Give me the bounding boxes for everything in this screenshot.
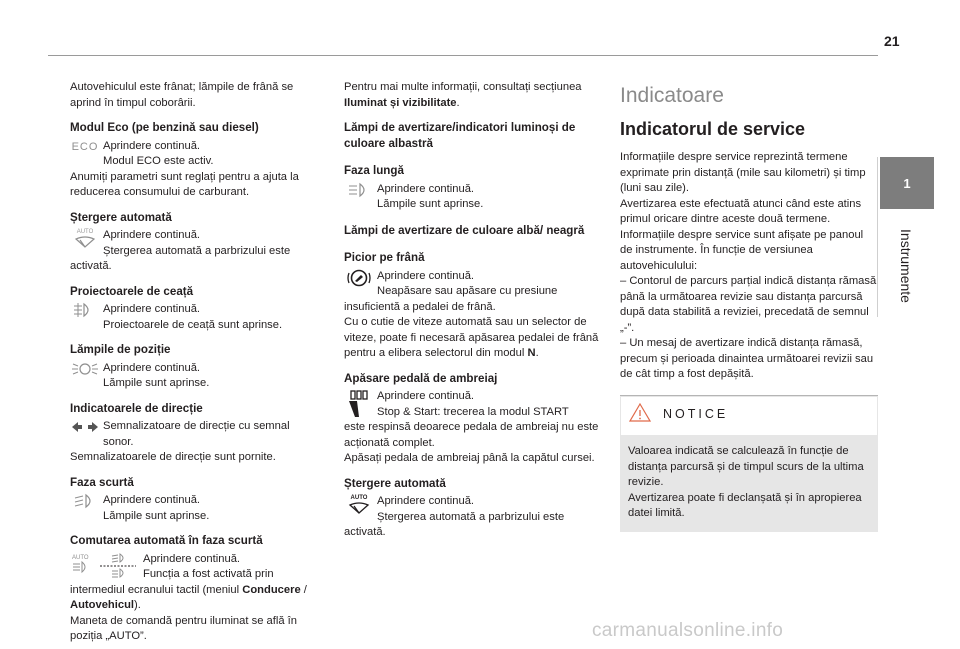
wiper2-item: AUTO Aprindere continuă. Ștergerea automată a parbrizului este activată. — [344, 495, 565, 538]
chapter-tab[interactable] — [880, 157, 934, 209]
chapter-number: 1 — [903, 175, 911, 191]
column-middle — [344, 80, 600, 543]
auto-beam-icon — [70, 552, 140, 580]
wiper-item: AUTO Aprindere continuă. Ștergerea automată a parbrizului este activată. — [70, 229, 291, 272]
autobeam-heading: Comutarea automată în faza scurtă — [70, 534, 263, 547]
fog-item: Aprindere continuă. Proiectoarele de ceață sunt aprinse. — [70, 302, 320, 333]
notice-header — [620, 396, 878, 437]
intro-text: Autovehiculul este frânat; lămpile de frână se aprind în timpul coborârii. — [70, 81, 294, 109]
service-p2: Avertizarea este efectuată atunci când este atins primul oricare dintre aceste două termene. — [620, 197, 862, 225]
menu-autovehicul: Autovehicul — [70, 599, 135, 611]
notice-body — [620, 436, 878, 532]
subsection-title: Indicatorul de service — [620, 119, 806, 139]
lowbeam-item: Aprindere continuă. Lămpile sunt aprinse. — [70, 493, 320, 524]
auto-wiper-icon: AUTO — [70, 228, 100, 244]
chapter-label: Instrumente — [898, 229, 914, 303]
wiper2-heading: Ștergere automată — [344, 476, 446, 490]
blue-lamps-heading: Lămpi de avertizare/indicatori luminoși de culoare albastră — [344, 121, 576, 150]
column-right — [620, 80, 878, 532]
position-heading: Lămpile de poziție — [70, 343, 171, 356]
warning-triangle-icon — [629, 403, 651, 428]
fog-heading: Proiectoarele de ceață — [70, 284, 194, 298]
foot-on-brake-icon — [344, 269, 374, 285]
notice-p2: Avertizarea poate fi declanșată și în apropierea datei limită. — [628, 491, 862, 519]
clutch-pedal-icon — [344, 389, 374, 419]
page-number: 21 — [884, 33, 900, 49]
lowbeam-heading: Faza scurtă — [70, 475, 134, 489]
white-lamps-heading: Lămpi de avertizare de culoare albă/ neagră — [344, 223, 585, 237]
service-p1: Informațiile despre service reprezintă termene exprimate prin distanță (mile sau kilometri) și timp (luni sau zile). — [620, 151, 866, 194]
low-beam-icon — [70, 493, 100, 509]
reference-text: Pentru mai multe informații, consultați secțiunea Iluminat și vizibilitate. — [344, 81, 582, 109]
eco-heading: Modul Eco (pe benzină sau diesel) — [70, 121, 259, 134]
highbeam-heading: Faza lungă — [344, 164, 404, 177]
notice-title: NOTICE — [663, 407, 729, 421]
highbeam-item: Aprindere continuă. Lămpile sunt aprinse. — [344, 182, 600, 213]
autobeam-item: AUTO Aprindere continuă. Funcția a fost activată prin intermediul ecranului tactil (meniul Conducere / Autovehicul). Maneta de comandă pentru iluminat se află în poziția „AUTO”. — [70, 552, 307, 642]
service-p3: Informațiile despre service sunt afișate pe panoul de instrumente. În funcție de versiunea autovehiculului: — [620, 228, 864, 272]
direction-heading: Indicatoarele de direcție — [70, 401, 203, 415]
auto-wiper-icon: AUTO — [344, 494, 374, 510]
brake-heading: Picior pe frână — [344, 251, 425, 264]
notice-p1: Valoarea indicată se calculează în funcție de distanța parcursă și de timpul scurs de la ultima revizie. — [628, 445, 864, 488]
fog-lamp-icon — [70, 302, 100, 318]
column-left — [70, 80, 320, 647]
eco-icon: ECO — [71, 140, 99, 153]
direction-item: Semnalizatoare de direcție cu semnal sonor. Semnalizatoarele de direcție sunt pornite. — [70, 420, 290, 463]
eco-item: ECO Aprindere continuă. Modul ECO este activ. Anumiți parametri sunt reglați pentru a ajuta la reducerea consumului de carburant. — [70, 139, 299, 198]
position-item: Aprindere continuă. Lămpile sunt aprinse. — [70, 361, 320, 392]
menu-conducere: Conducere — [242, 583, 301, 596]
service-bullet-1: – Contorul de parcurs parțial indică distanța rămasă până la următoarea revizie sau distanța parcursă după data stabilită a reviziei, precedată de semnul „-”. — [620, 275, 877, 334]
header-divider — [48, 55, 878, 56]
wiper-heading: Ștergere automată — [70, 210, 172, 224]
brake-item: Aprindere continuă. Neapăsare sau apăsare cu presiune insuficientă a pedalei de frână. Cu o cutie de viteze automată sau un selector de viteze, poate fi necesară apăsarea pedalei de frână pentru a elibera selectorul din modul N. — [344, 269, 599, 359]
section-title: Indicatoare — [620, 84, 724, 107]
svg-text:AUTO: AUTO — [72, 554, 89, 561]
service-bullet-2: – Un mesaj de avertizare indică distanța rămasă, precum și perioada dinaintea următoarei revizii sau de cât timp a fost depășită. — [620, 337, 874, 380]
high-beam-icon — [344, 182, 374, 198]
clutch-item: Aprindere continuă. Stop & Start: trecerea la modul START este respinsă deoarece pedala de ambreiaj nu este acționată complet. Apăsați pedala de ambreiaj până la capătul cursei. — [344, 390, 599, 464]
position-lamp-icon — [70, 361, 100, 377]
notice-box — [620, 395, 878, 532]
turn-signal-icon — [70, 419, 100, 435]
watermark: carmanualsonline.info — [592, 620, 784, 641]
clutch-heading: Apăsare pedală de ambreiaj — [344, 371, 498, 385]
